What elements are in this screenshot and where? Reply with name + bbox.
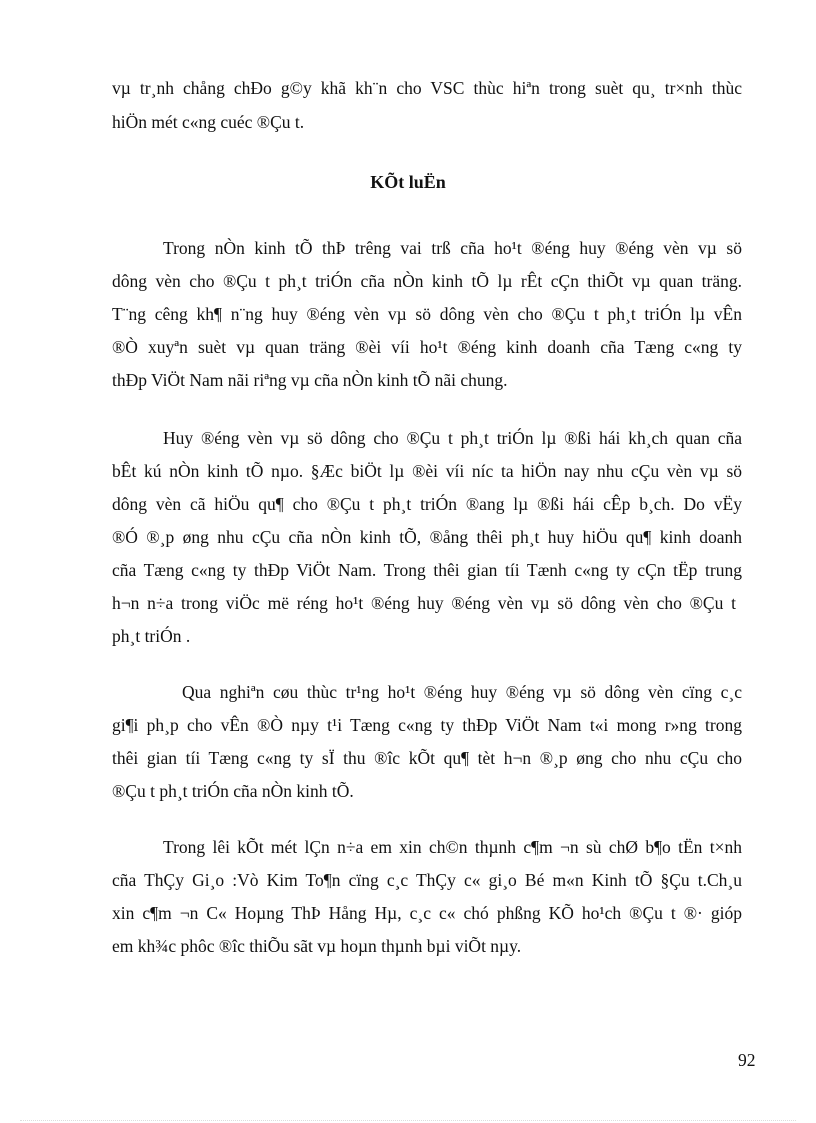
body-line: Trong nÒn kinh tÕ thÞ trêng vai trß cña ho¹t ®éng huy ®éng vèn vµ sö [163,238,742,258]
body-line: ®Ò xuyªn suèt vµ quan träng ®èi víi ho¹t ®éng kinh doanh cña Tæng c«ng ty [112,337,742,357]
body-line: cña ThÇy Gi¸o :Vò Kim To¶n cïng c¸c ThÇy c« gi¸o Bé m«n Kinh tÕ §Çu t.Ch¸u [112,870,742,890]
body-line: Huy ®éng vèn vµ sö dông cho ®Çu t ph¸t triÓn lµ ®ßi hái kh¸ch quan cña [163,428,742,448]
body-line: gi¶i ph¸p cho vÊn ®Ò nµy t¹i Tæng c«ng ty thÐp ViÖt Nam t«i mong r»ng trong [112,715,742,735]
body-line: em kh¾c phôc ®îc thiÕu sãt vµ hoµn thµnh bµi viÕt nµy. [112,936,522,956]
body-line: T¨ng cêng kh¶ n¨ng huy ®éng vèn vµ sö dông vèn cho ®Çu t ph¸t triÓn lµ vÊn [112,304,742,324]
page-bottom-divider [20,1120,796,1121]
body-line: Qua nghiªn cøu thùc tr¹ng ho¹t ®éng huy ®éng vµ sö dông vèn cïng c¸c [182,682,742,702]
body-line: thÐp ViÖt Nam nãi riªng vµ cña nÒn kinh tÕ nãi chung. [112,370,508,390]
body-line: thêi gian tíi Tæng c«ng ty sÏ thu ®îc kÕt qu¶ tèt h¬n ®¸p øng cho nhu cÇu cho [112,748,742,768]
body-line: Trong lêi kÕt mét lÇn n÷a em xin ch©n thµnh c¶m ¬n sù chØ b¶o tËn t×nh [163,837,742,857]
body-line: hiÖn mét c«ng cuéc ®Çu t. [112,112,305,132]
body-line: h¬n n÷a trong viÖc më réng ho¹t ®éng huy ®éng vèn vµ sö dông vèn cho ®Çu t [112,593,736,613]
body-line: cña Tæng c«ng ty thÐp ViÖt Nam. Trong thêi gian tíi Tænh c«ng ty cÇn tËp trung [112,560,742,580]
body-line: ®Çu t ph¸t triÓn cña nÒn kinh tÕ. [112,781,354,801]
body-line: ph¸t triÓn . [112,626,191,646]
body-line: ®Ó ®¸p øng nhu cÇu cña nÒn kinh tÕ, ®ång thêi ph¸t huy hiÖu qu¶ kinh doanh [112,527,742,547]
body-line: vµ tr¸nh chång chÐo g©y khã kh¨n cho VSC thùc hiªn trong suèt qu¸ tr×nh thùc [112,78,742,98]
section-heading: KÕt luËn [370,172,446,192]
page-number: 92 [738,1050,756,1070]
body-line: dông vèn cã hiÖu qu¶ cho ®Çu t ph¸t triÓn ®ang lµ ®ßi hái cÊp b¸ch. Do vËy [112,494,742,514]
body-line: dông vèn cho ®Çu t ph¸t triÓn cña nÒn kinh tÕ lµ rÊt cÇn thiÕt vµ quan träng. [112,271,742,291]
body-line: xin c¶m ¬n C« Hoµng ThÞ Hång Hµ, c¸c c« chó phßng KÕ ho¹ch ®Çu t ®· gióp [112,903,742,923]
body-line: bÊt kú nÒn kinh tÕ nµo. §Æc biÖt lµ ®èi víi níc ta hiÖn nay nhu cÇu vèn vµ sö [112,461,742,481]
